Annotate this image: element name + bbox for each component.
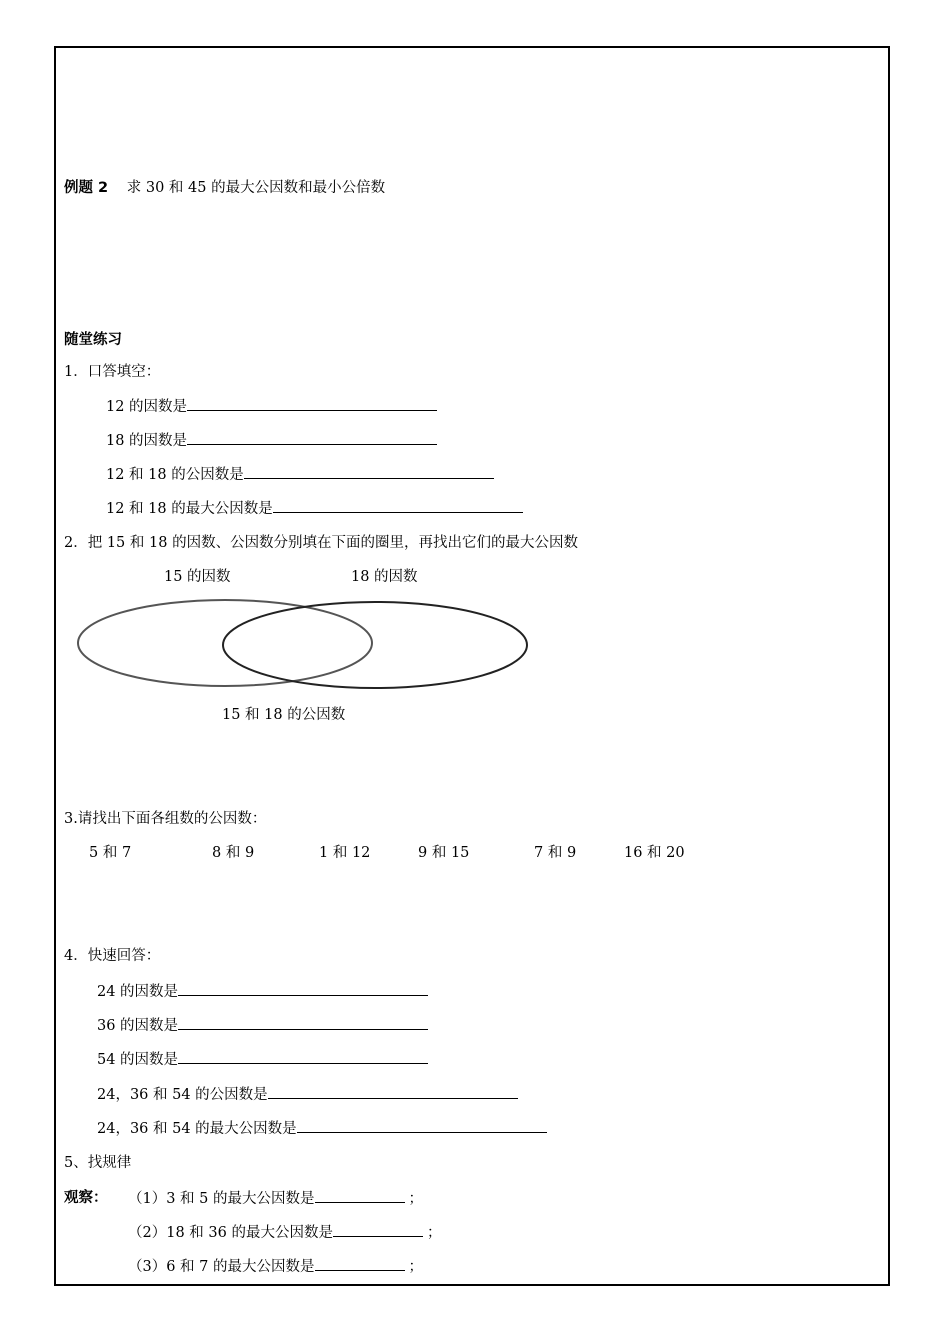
q3-pair-6: 16 和 20 — [624, 845, 685, 861]
q1-item-4 — [106, 498, 523, 519]
q5-item-1-text: （1）3 和 5 的最大公因数是 — [128, 1191, 315, 1207]
venn-right-circle[interactable] — [223, 602, 527, 688]
venn-left-label: 15 的因数 — [164, 569, 231, 585]
q3-pair-5: 7 和 9 — [534, 845, 577, 861]
q1-item-4-text: 12 和 18 的最大公因数是 — [106, 501, 273, 517]
q3-pair-4: 9 和 15 — [418, 845, 470, 861]
example-2 — [64, 178, 385, 198]
q4-item-4 — [97, 1084, 518, 1105]
end-mark: ； — [408, 1191, 424, 1207]
answer-blank[interactable] — [178, 1015, 428, 1030]
answer-blank[interactable] — [178, 981, 428, 996]
practice-heading: 随堂练习 — [64, 332, 122, 348]
q1-item-1 — [106, 396, 437, 417]
q1-title: 1．口答填空： — [64, 364, 161, 380]
answer-blank[interactable] — [244, 464, 494, 479]
q1-item-3-text: 12 和 18 的公因数是 — [106, 467, 244, 483]
q3-pair-3: 1 和 12 — [319, 845, 371, 861]
venn-left-circle[interactable] — [78, 600, 372, 686]
q4-item-5 — [97, 1118, 547, 1139]
q2-title: 2．把 15 和 18 的因数、公因数分别填在下面的圈里，再找出它们的最大公因数 — [64, 535, 579, 551]
q4-item-1 — [97, 981, 428, 1002]
q5-title: 5、找规律 — [64, 1155, 132, 1171]
end-mark: ； — [408, 1259, 424, 1275]
answer-blank[interactable] — [187, 430, 437, 445]
q3-pair-1: 5 和 7 — [89, 845, 132, 861]
answer-blank[interactable] — [315, 1188, 405, 1203]
q3-pair-2: 8 和 9 — [212, 845, 255, 861]
venn-right-label: 18 的因数 — [351, 569, 418, 585]
q4-item-3 — [97, 1049, 428, 1070]
observe-label: 观察： — [64, 1190, 108, 1206]
answer-blank[interactable] — [315, 1256, 405, 1271]
q4-title: 4．快速回答： — [64, 948, 161, 964]
q1-item-3 — [106, 464, 494, 485]
answer-blank[interactable] — [273, 498, 523, 513]
venn-diagram — [70, 590, 540, 700]
example-2-label: 例题 2 — [64, 180, 109, 196]
q3-title: 3.请找出下面各组数的公因数： — [64, 811, 267, 827]
q1-item-2 — [106, 430, 437, 451]
answer-blank[interactable] — [187, 396, 437, 411]
q5-item-3-text: （3）6 和 7 的最大公因数是 — [128, 1259, 315, 1275]
end-mark: ； — [426, 1225, 442, 1241]
answer-blank[interactable] — [333, 1222, 423, 1237]
answer-blank[interactable] — [268, 1084, 518, 1099]
answer-blank[interactable] — [297, 1118, 547, 1133]
q4-item-4-text: 24，36 和 54 的公因数是 — [97, 1087, 268, 1103]
q4-item-1-text: 24 的因数是 — [97, 984, 179, 1000]
q5-item-1 — [128, 1188, 423, 1209]
venn-bottom-label: 15 和 18 的公因数 — [222, 707, 346, 723]
example-2-text: 求 30 和 45 的最大公因数和最小公倍数 — [126, 180, 386, 196]
q5-item-3 — [128, 1256, 423, 1277]
q4-item-3-text: 54 的因数是 — [97, 1052, 179, 1068]
q4-item-2-text: 36 的因数是 — [97, 1018, 179, 1034]
q4-item-5-text: 24，36 和 54 的最大公因数是 — [97, 1121, 297, 1137]
q5-item-2-text: （2）18 和 36 的最大公因数是 — [128, 1225, 333, 1241]
q1-item-1-text: 12 的因数是 — [106, 399, 188, 415]
q1-item-2-text: 18 的因数是 — [106, 433, 188, 449]
q4-item-2 — [97, 1015, 428, 1036]
answer-blank[interactable] — [178, 1049, 428, 1064]
q5-observe-row — [64, 1188, 108, 1208]
q5-item-2 — [128, 1222, 441, 1243]
